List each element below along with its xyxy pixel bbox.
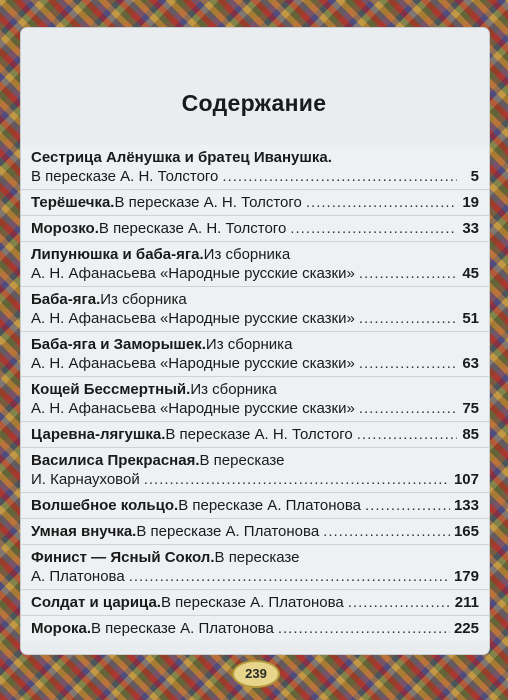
page-ref: 133 — [453, 497, 479, 514]
page-ref: 165 — [453, 523, 479, 540]
toc-entry-line — [31, 245, 479, 264]
story-source: В пересказе А. Платонова — [136, 523, 320, 540]
story-source: В пересказе А. Н. Толстого — [165, 426, 353, 443]
story-source: А. Н. Афанасьева «Народные русские сказки» — [31, 265, 355, 282]
page-ref: 33 — [462, 220, 479, 237]
page-number: 239 — [232, 660, 280, 688]
toc-entry-line — [31, 425, 479, 444]
story-title: Кощей Бессмертный. — [31, 381, 191, 398]
toc-entry — [21, 447, 489, 492]
page-ref: 45 — [462, 265, 479, 282]
toc-entry-line — [31, 193, 479, 212]
story-title: Липунюшка и баба-яга. — [31, 246, 204, 263]
table-of-contents — [21, 145, 489, 641]
dot-leader — [348, 593, 451, 612]
toc-entry-line — [31, 470, 479, 489]
story-title: Морока. — [31, 620, 91, 637]
page-title: Содержание — [181, 90, 327, 116]
toc-entry-line — [31, 354, 479, 373]
page-ref: 211 — [454, 594, 479, 611]
toc-entry — [21, 376, 489, 421]
toc-entry-line — [31, 567, 479, 586]
toc-entry-line — [31, 264, 479, 283]
story-source: И. Карнауховой — [31, 471, 140, 488]
toc-entry-line — [31, 619, 479, 638]
story-source: А. Н. Афанасьева «Народные русские сказки» — [31, 400, 355, 417]
story-source: В пересказе А. Н. Толстого — [114, 194, 302, 211]
dot-leader — [222, 167, 457, 186]
toc-entry-line — [31, 167, 479, 186]
toc-entry — [21, 589, 489, 615]
dot-leader — [359, 309, 457, 328]
toc-entry-line — [31, 335, 479, 354]
toc-entry — [21, 421, 489, 447]
story-source: В пересказе А. Н. Толстого — [31, 168, 219, 185]
toc-entry-line — [31, 309, 479, 328]
toc-entry-line — [31, 522, 479, 541]
toc-entry-line — [31, 219, 479, 238]
toc-entry-line — [31, 451, 479, 470]
story-source: В пересказе — [199, 452, 285, 469]
page-ref: 51 — [462, 310, 479, 327]
story-source: В пересказе А. Платонова — [160, 594, 344, 611]
story-source: В пересказе А. Платонова — [91, 620, 274, 637]
story-title: Баба-яга и Заморышек. — [31, 336, 206, 353]
toc-entry-line — [31, 548, 479, 567]
story-source: В пересказе А. Н. Толстого — [98, 220, 287, 237]
story-title: Финист — Ясный Сокол. — [31, 549, 215, 566]
toc-entry-line — [31, 593, 479, 612]
story-title: Сестрица Алёнушка и братец Иванушка. — [31, 149, 332, 166]
story-source: Из сборника — [203, 246, 291, 263]
story-source: Из сборника — [190, 381, 277, 398]
story-title: Баба-яга. — [31, 291, 101, 308]
toc-entry — [21, 544, 489, 589]
toc-entry — [21, 518, 489, 544]
toc-entry-line — [31, 290, 479, 309]
toc-entry — [21, 492, 489, 518]
story-source: Из сборника — [100, 291, 187, 308]
dot-leader — [306, 193, 457, 212]
dot-leader — [144, 470, 450, 489]
story-title: Василиса Прекрасная. — [31, 452, 200, 469]
toc-entry-line — [31, 496, 479, 515]
dot-leader — [278, 619, 450, 638]
toc-entry — [21, 286, 489, 331]
page-ref: 179 — [453, 568, 479, 585]
story-source: А. Н. Афанасьева «Народные русские сказки» — [31, 310, 355, 327]
page-ref: 225 — [453, 620, 479, 637]
page-ref: 63 — [462, 355, 479, 372]
page-ref: 75 — [462, 400, 479, 417]
story-title: Царевна-лягушка. — [31, 426, 166, 443]
dot-leader — [290, 219, 457, 238]
story-source: А. Н. Афанасьева «Народные русские сказки» — [31, 355, 355, 372]
dot-leader — [323, 522, 450, 541]
story-title: Морозко. — [31, 220, 99, 237]
page-ref: 19 — [462, 194, 479, 211]
toc-entry — [21, 215, 489, 241]
dot-leader — [359, 354, 457, 373]
toc-entry — [21, 615, 489, 641]
story-source: В пересказе А. Платонова — [178, 497, 362, 514]
story-title: Умная внучка. — [31, 523, 137, 540]
story-title: Терёшечка. — [31, 194, 115, 211]
page-ref: 85 — [462, 426, 479, 443]
dot-leader — [359, 264, 457, 283]
story-source: В пересказе — [214, 549, 300, 566]
toc-entry-line — [31, 399, 479, 418]
toc-entry-line — [31, 148, 479, 167]
dot-leader — [357, 425, 457, 444]
toc-entry — [21, 241, 489, 286]
dot-leader — [365, 496, 450, 515]
page-ref: 5 — [470, 168, 479, 185]
story-source: Из сборника — [205, 336, 293, 353]
story-source: А. Платонова — [31, 568, 125, 585]
page-ref: 107 — [453, 471, 479, 488]
story-title: Волшебное кольцо. — [31, 497, 179, 514]
story-title: Солдат и царица. — [31, 594, 161, 611]
toc-entry-line — [31, 380, 479, 399]
toc-entry — [21, 189, 489, 215]
toc-entry — [21, 331, 489, 376]
dot-leader — [129, 567, 450, 586]
dot-leader — [359, 399, 457, 418]
toc-entry — [21, 145, 489, 189]
